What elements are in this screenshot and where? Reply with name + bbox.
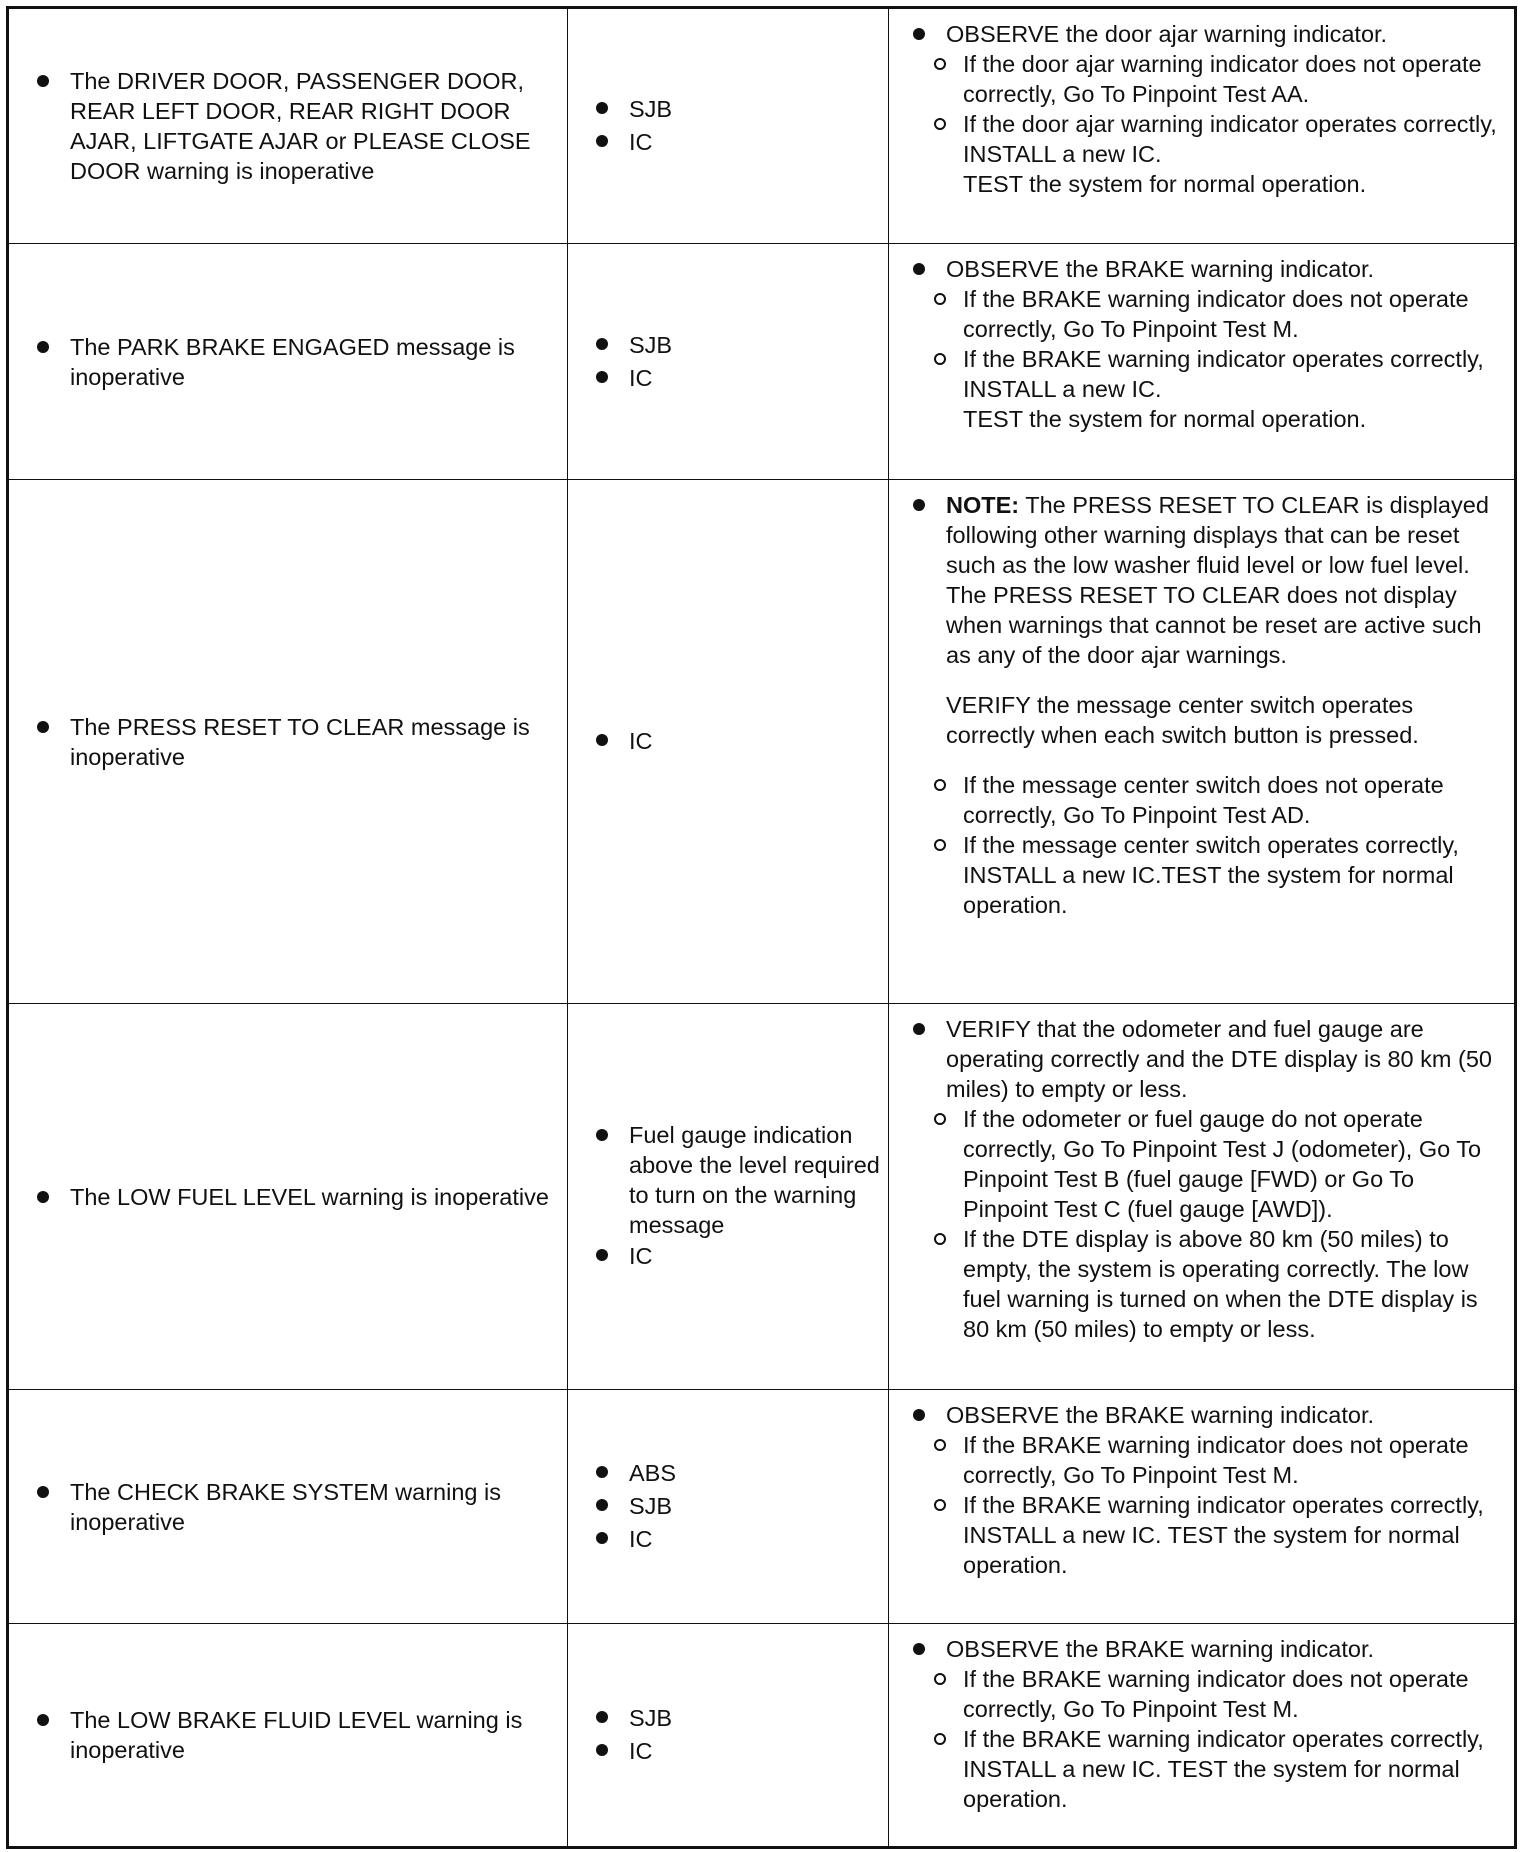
condition-cell xyxy=(8,480,568,1004)
source-item: IC xyxy=(596,1735,880,1768)
condition-cell xyxy=(8,1004,568,1390)
condition-text: The LOW BRAKE FLUID LEVEL warning is inoperative xyxy=(37,1705,559,1765)
condition-text: The LOW FUEL LEVEL warning is inoperative xyxy=(37,1182,559,1212)
action-sub: If the message center switch does not operate correctly, Go To Pinpoint Test AD. xyxy=(913,770,1504,830)
table-row xyxy=(8,8,1516,244)
verify-text: VERIFY the message center switch operates correctly when each switch button is pressed. xyxy=(946,692,1419,748)
source-cell xyxy=(568,1390,889,1624)
condition-text: The PRESS RESET TO CLEAR message is inoperative xyxy=(37,712,559,772)
source-item: Fuel gauge indication above the level required to turn on the warning message xyxy=(596,1120,880,1240)
source-cell xyxy=(568,1004,889,1390)
action-sub: If the message center switch operates correctly, INSTALL a new IC.TEST the system for normal operation. xyxy=(913,830,1504,920)
action-cell xyxy=(889,1624,1516,1848)
condition-cell xyxy=(8,1390,568,1624)
note-text: The PRESS RESET TO CLEAR is displayed following other warning displays that can be reset such as the low washer fluid level or low fuel level. The PRESS RESET TO CLEAR does not display when warnings that cannot be reset are active such as any of the door ajar warnings. xyxy=(946,492,1489,668)
condition-cell xyxy=(8,244,568,480)
table-row xyxy=(8,1390,1516,1624)
action-cell xyxy=(889,1390,1516,1624)
source-item: IC xyxy=(596,126,880,159)
condition-text: The PARK BRAKE ENGAGED message is inoperative xyxy=(37,332,559,392)
source-item: IC xyxy=(596,1523,880,1556)
source-item: SJB xyxy=(596,1490,880,1523)
source-item: SJB xyxy=(596,1702,880,1735)
action-sub: If the DTE display is above 80 km (50 miles) to empty, the system is operating correctly. The low fuel warning is turned on when the DTE display is 80 km (50 miles) to empty or less. xyxy=(913,1224,1504,1344)
source-item: IC xyxy=(596,725,880,758)
action-main: OBSERVE the BRAKE warning indicator. xyxy=(913,254,1504,284)
action-cell xyxy=(889,1004,1516,1390)
action-tail: TEST the system for normal operation. xyxy=(963,406,1367,432)
source-item: IC xyxy=(596,1240,880,1273)
action-sub: If the BRAKE warning indicator operates correctly, INSTALL a new IC. TEST the system for normal operation. xyxy=(913,1724,1504,1814)
source-cell xyxy=(568,1624,889,1848)
source-item: ABS xyxy=(596,1457,880,1490)
condition-cell xyxy=(8,1624,568,1848)
action-sub: If the door ajar warning indicator operates correctly, INSTALL a new IC. xyxy=(913,109,1504,169)
action-tail: TEST the system for normal operation. xyxy=(963,171,1367,197)
action-cell xyxy=(889,480,1516,1004)
action-main: OBSERVE the BRAKE warning indicator. xyxy=(913,1634,1504,1664)
action-sub: If the odometer or fuel gauge do not operate correctly, Go To Pinpoint Test J (odometer), Go To Pinpoint Test B (fuel gauge [FWD) or Go To Pinpoint Test C (fuel gauge [AWD]). xyxy=(913,1104,1504,1224)
condition-text: The CHECK BRAKE SYSTEM warning is inoperative xyxy=(37,1477,559,1537)
action-cell xyxy=(889,244,1516,480)
source-item: IC xyxy=(596,362,880,395)
table-row xyxy=(8,1624,1516,1848)
source-item: SJB xyxy=(596,93,880,126)
action-sub: If the BRAKE warning indicator does not operate correctly, Go To Pinpoint Test M. xyxy=(913,1664,1504,1724)
action-sub: If the BRAKE warning indicator operates correctly, INSTALL a new IC. xyxy=(913,344,1504,404)
note-paragraph xyxy=(913,490,1504,670)
action-sub: If the BRAKE warning indicator does not operate correctly, Go To Pinpoint Test M. xyxy=(913,284,1504,344)
table-row xyxy=(8,244,1516,480)
note-label: NOTE: xyxy=(946,492,1020,518)
diagnostic-table xyxy=(6,6,1517,1849)
action-cell xyxy=(889,8,1516,244)
source-cell xyxy=(568,244,889,480)
source-list xyxy=(596,93,880,159)
source-list xyxy=(596,1457,880,1556)
action-main: OBSERVE the door ajar warning indicator. xyxy=(913,19,1504,49)
table-row xyxy=(8,480,1516,1004)
table-row xyxy=(8,1004,1516,1390)
source-cell xyxy=(568,480,889,1004)
action-sub: If the door ajar warning indicator does not operate correctly, Go To Pinpoint Test AA. xyxy=(913,49,1504,109)
source-list xyxy=(596,725,880,758)
source-list xyxy=(596,1120,880,1273)
source-cell xyxy=(568,8,889,244)
action-main: VERIFY that the odometer and fuel gauge are operating correctly and the DTE display is 80 km (50 miles) to empty or less. xyxy=(913,1014,1504,1104)
action-sub: If the BRAKE warning indicator does not operate correctly, Go To Pinpoint Test M. xyxy=(913,1430,1504,1490)
action-main: OBSERVE the BRAKE warning indicator. xyxy=(913,1400,1504,1430)
action-sub: If the BRAKE warning indicator operates correctly, INSTALL a new IC. TEST the system for normal operation. xyxy=(913,1490,1504,1580)
condition-text: The DRIVER DOOR, PASSENGER DOOR, REAR LEFT DOOR, REAR RIGHT DOOR AJAR, LIFTGATE AJAR or PLEASE CLOSE DOOR warning is inoperative xyxy=(37,66,559,186)
source-list xyxy=(596,1702,880,1768)
source-list xyxy=(596,329,880,395)
condition-cell xyxy=(8,8,568,244)
source-item: SJB xyxy=(596,329,880,362)
